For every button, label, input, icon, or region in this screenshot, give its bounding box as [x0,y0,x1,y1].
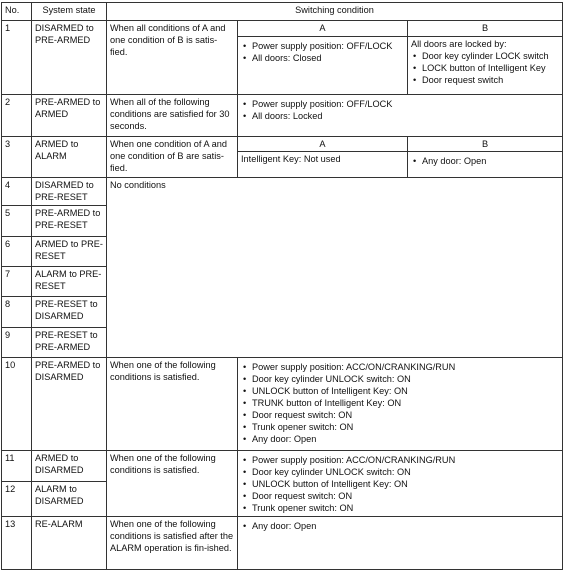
list-item: • Door request switch: ON [241,409,559,421]
row-condition-description: When one of the following conditions is satisfied. [107,358,238,451]
row-no: 7 [2,267,32,297]
row-no: 4 [2,178,32,206]
condition-b-header: B [408,21,563,37]
table-row [2,21,563,37]
row-system-state: DISARMED to PRE-RESET [32,178,107,206]
table-row [2,95,563,137]
list-item: • Trunk opener switch: ON [241,502,559,514]
row-no: 11 [2,451,32,482]
list-item: • Power supply position: ACC/ON/CRANKING/RUN [241,454,559,466]
row-system-state: RE-ALARM [32,517,107,570]
condition-cell [238,95,563,137]
condition-b-cell [408,152,563,178]
list-item: • Door request switch: ON [241,490,559,502]
table-row [2,178,563,206]
row-condition-description: When all of the following conditions are satisfied for 30 seconds. [107,95,238,137]
row-system-state: ARMED to ALARM [32,137,107,178]
condition-b-intro: All doors are locked by: [411,39,507,49]
list-item: • UNLOCK button of Intelligent Key: ON [241,385,559,397]
condition-a-cell: Intelligent Key: Not used [238,152,408,178]
condition-cell [238,517,563,570]
list-item: • LOCK button of Intelligent Key [411,62,559,74]
list-item: • UNLOCK button of Intelligent Key: ON [241,478,559,490]
condition-b-cell [408,37,563,95]
row-condition-description: When one condition of A and one condition of B are satis-fied. [107,137,238,178]
row-no: 3 [2,137,32,178]
list-item: • TRUNK button of Intelligent Key: ON [241,397,559,409]
row-system-state: ARMED to DISARMED [32,451,107,482]
list-item: • Door key cylinder UNLOCK switch: ON [241,466,559,478]
switching-condition-table [1,2,563,570]
condition-b-header: B [408,137,563,152]
condition-a-header: A [238,21,408,37]
condition-a-cell [238,37,408,95]
header-row [2,3,563,21]
condition-cell [238,358,563,451]
list-item: • Trunk opener switch: ON [241,421,559,433]
row-no: 13 [2,517,32,570]
table-row [2,358,563,451]
list-item: • Power supply position: OFF/LOCK [241,40,404,52]
list-item: • All doors: Closed [241,52,404,64]
row-system-state: PRE-RESET to DISARMED [32,297,107,328]
list-item: • Any door: Open [241,520,559,532]
list-item: • Door request switch [411,74,559,86]
condition-cell [238,451,563,517]
row-no: 12 [2,482,32,517]
row-system-state: PRE-ARMED to PRE-RESET [32,206,107,237]
row-system-state: PRE-ARMED to DISARMED [32,358,107,451]
row-system-state: ARMED to PRE-RESET [32,237,107,267]
row-condition-description: When all conditions of A and one condition of B is satis-fied. [107,21,238,95]
row-no: 6 [2,237,32,267]
list-item: • Any door: Open [241,433,559,445]
list-item: • Any door: Open [411,155,559,167]
row-system-state: PRE-ARMED to ARMED [32,95,107,137]
row-no: 10 [2,358,32,451]
header-system-state: System state [32,3,107,21]
row-system-state: DISARMED to PRE-ARMED [32,21,107,95]
row-no: 1 [2,21,32,95]
row-no: 9 [2,328,32,358]
list-item: • Door key cylinder LOCK switch [411,50,559,62]
row-no: 2 [2,95,32,137]
list-item: • Door key cylinder UNLOCK switch: ON [241,373,559,385]
header-switching-condition: Switching condition [107,3,563,21]
list-item: • Power supply position: ACC/ON/CRANKING/RUN [241,361,559,373]
row-condition-description: When one of the following conditions is satisfied after the ALARM operation is fin-ished. [107,517,238,570]
row-no: 8 [2,297,32,328]
row-system-state: PRE-RESET to PRE-ARMED [32,328,107,358]
table-row [2,517,563,570]
row-condition-description: When one of the following conditions is satisfied. [107,451,238,517]
list-item: • All doors: Locked [241,110,559,122]
table-row [2,137,563,152]
row-no: 5 [2,206,32,237]
condition-a-header: A [238,137,408,152]
list-item: • Power supply position: OFF/LOCK [241,98,559,110]
row-system-state: ALARM to PRE-RESET [32,267,107,297]
header-no: No. [2,3,32,21]
row-system-state: ALARM to DISARMED [32,482,107,517]
table-row [2,451,563,482]
no-conditions-cell: No conditions [107,178,563,358]
